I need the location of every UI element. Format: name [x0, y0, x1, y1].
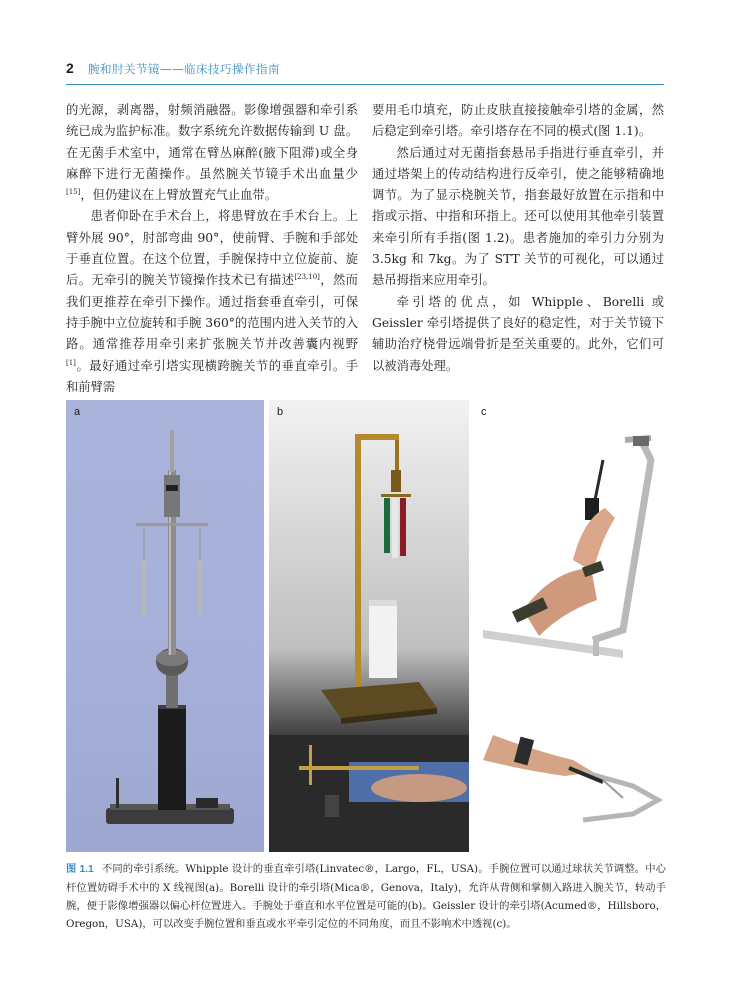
- caption-label: 图 1.1: [66, 864, 94, 875]
- panel-c-label: c: [481, 406, 487, 418]
- right-paragraph-2: 然后通过对无菌指套悬吊手指进行垂直牵引，并通过塔架上的传动结构进行反牵引，使之能够精确地调节。为了显示桡腕关节，指套最好放置在示指和中指或示指、中指和环指上。还可以使用其他牵引装置来牵引所有手指(图 1.2)。患者施加的牵引力分别为 3.5kg 和 7kg。为了 STT 关节的可视化，可以通过悬吊拇指来应用牵引。: [372, 145, 664, 288]
- right-paragraph-1: 要用毛巾填充，防止皮肤直接接触牵引塔的金属，然后稳定到牵引塔。牵引塔存在不同的模式(图 1.1)。: [372, 103, 664, 139]
- citation: [1]: [66, 358, 76, 367]
- citation: [23,10]: [294, 273, 320, 282]
- panel-b-label: b: [277, 406, 284, 418]
- borelli-tower-image: [269, 400, 469, 852]
- right-paragraph-3: 牵引塔的优点，如 Whipple、Borelli 或 Geissler 牵引塔提供了良好的稳定性，对于关节镜下辅助治疗桡骨远端骨折是至关重要的。此外，它们可以被消毒处理。: [372, 294, 664, 373]
- whipple-tower-image: [66, 400, 264, 852]
- left-paragraph-1: 的光源，剥离器，射频消融器。影像增强器和牵引系统已成为监护标准。数字系统允许数据传输到 U 盘。在无菌手术室中，通常在臂丛麻醉(腋下阻滞)或全身麻醉下进行无菌操作。虽然腕关节镜手术出血量少[15]，但仍建议在上臂放置充气止血带。: [66, 103, 358, 203]
- panel-a-label: a: [74, 406, 81, 418]
- running-title: 腕和肘关节镜——临床技巧操作指南: [88, 62, 280, 76]
- figure-caption: [66, 860, 666, 933]
- figure-1-1: [66, 400, 666, 852]
- figure-panel-c: [473, 400, 666, 852]
- geissler-tower-image: [473, 400, 666, 852]
- figure-panel-b: [269, 400, 469, 852]
- caption-text: 不同的牵引系统。Whipple 设计的垂直牵引塔(Linvatec®，Largo，FL，USA)。手腕位置可以通过球状关节调整。中心杆位置妨碍手术中的 X 线视图(a)。Borelli 设计的牵引塔(Mica®，Genova，Italy)，允许从背侧和掌侧入路进入腕关节，转动手腕，便于影像增强器以偏心杆位置进入。手腕处于垂直和水平位置是可能的(b)。Geissler 设计的牵引塔(Acumed®，Hillsboro，Oregon，USA)，可以改变手腕位置和垂直或水平牵引定位的不同角度，而且不影响术中透视(c)。: [66, 863, 666, 930]
- page-number: 2: [66, 60, 74, 76]
- left-column: [66, 100, 358, 398]
- header-rule: [66, 84, 664, 85]
- figure-panel-a: [66, 400, 264, 852]
- citation: [15]: [66, 188, 81, 197]
- right-column: [372, 100, 664, 377]
- left-paragraph-2: 患者仰卧在手术台上，将患臂放在手术台上。上臂外展 90°，肘部弯曲 90°，使前臂、手腕和手部处于垂直位置。在这个位置，手腕保持中立位旋前、旋后。无牵引的腕关节镜操作技术已有描述[23,10]，然而我们更推荐在牵引下操作。通过指套垂直牵引，可保持手腕中立位旋转和手腕 360°的范围内进入关节的入路。通常推荐用牵引来扩张腕关节并改善囊内视野[1]。最好通过牵引塔实现横跨腕关节的垂直牵引。手和前臂需: [66, 209, 358, 394]
- page-header: [66, 60, 666, 82]
